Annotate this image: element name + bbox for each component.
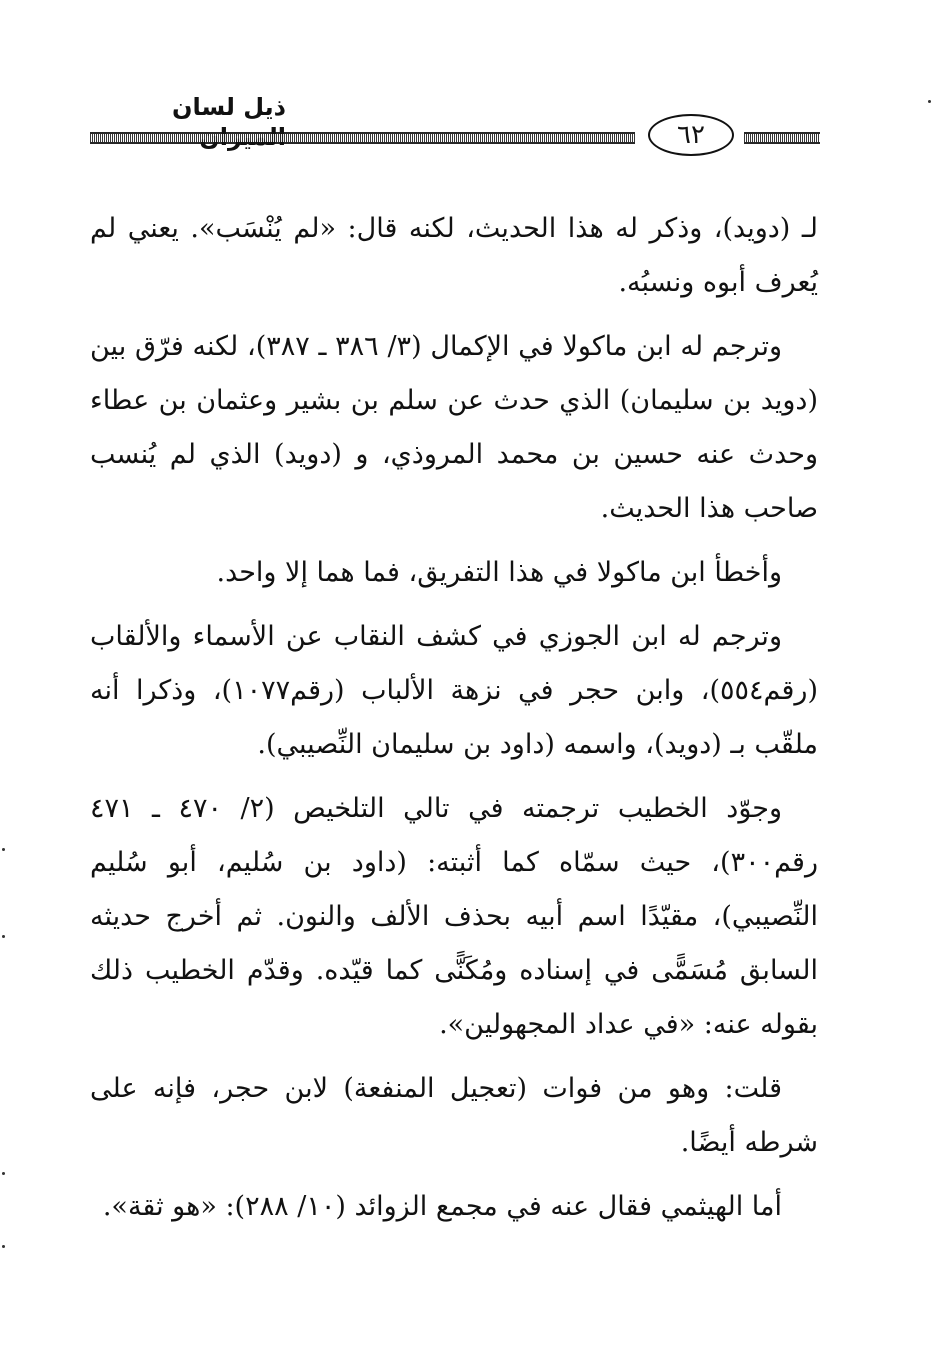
paragraph-4: وترجم له ابن الجوزي في كشف النقاب عن الأسماء والألقاب (رقم٥٥٤)، وابن حجر في نزهة الألباب (رقم١٠٧٧)، وذكرا أنه ملقّب بـ (دويد)، واسمه (داود بن سليمان النِّصيبي). — [90, 621, 818, 760]
paragraph-5: وجوّد الخطيب ترجمته في تالي التلخيص (٢/ ٤٧٠ ـ ٤٧١ رقم٣٠٠)، حيث سمّاه كما أثبته: (داود بن سُليم، أبو سُليم النِّصيبي)، مقيّدًا اسم أبيه بحذف الألف والنون. ثم أخرج حديثه السابق مُسَمًّى في إسناده ومُكَنًّى كما قيّده. وقدّم الخطيب ذلك بقوله عنه: «في عداد المجهولين». — [90, 793, 818, 1040]
body-text — [90, 202, 818, 1244]
paragraph-3: وأخطأ ابن ماكولا في هذا التفريق، فما هما إلا واحد. — [216, 557, 782, 588]
paragraph-1: لـ (دويد)، وذكر له هذا الحديث، لكنه قال: «لم يُنْسَب». يعني لم يُعرف أبوه ونسبُه. — [90, 213, 818, 298]
paragraph-2: وترجم له ابن ماكولا في الإكمال (٣/ ٣٨٦ ـ ٣٨٧)، لكنه فرّق بين (دويد بن سليمان) الذي حدث عن سلم بن بشير وعثمان بن عطاء وحدث عنه حسين بن محمد المروذي، و (دويد) الذي لم يُنسب صاحب هذا الحديث. — [90, 331, 818, 524]
running-title: ذيل لسان — [171, 93, 286, 121]
paragraph-7: أما الهيثمي فقال عنه في مجمع الزوائد (١٠/ ٢٨٨): «هو ثقة». — [102, 1191, 782, 1222]
header-rule-right — [744, 132, 820, 144]
paragraph-6: قلت: وهو من فوات (تعجيل المنفعة) لابن حجر، فإنه على شرطه أيضًا. — [90, 1073, 818, 1158]
scan-mark — [2, 1172, 5, 1175]
scan-mark — [2, 935, 5, 938]
scan-mark — [2, 1245, 5, 1248]
scan-mark — [928, 100, 931, 103]
scan-mark — [2, 848, 5, 851]
page-number: ٦٢ — [648, 114, 734, 156]
header-rule-left — [90, 132, 635, 144]
